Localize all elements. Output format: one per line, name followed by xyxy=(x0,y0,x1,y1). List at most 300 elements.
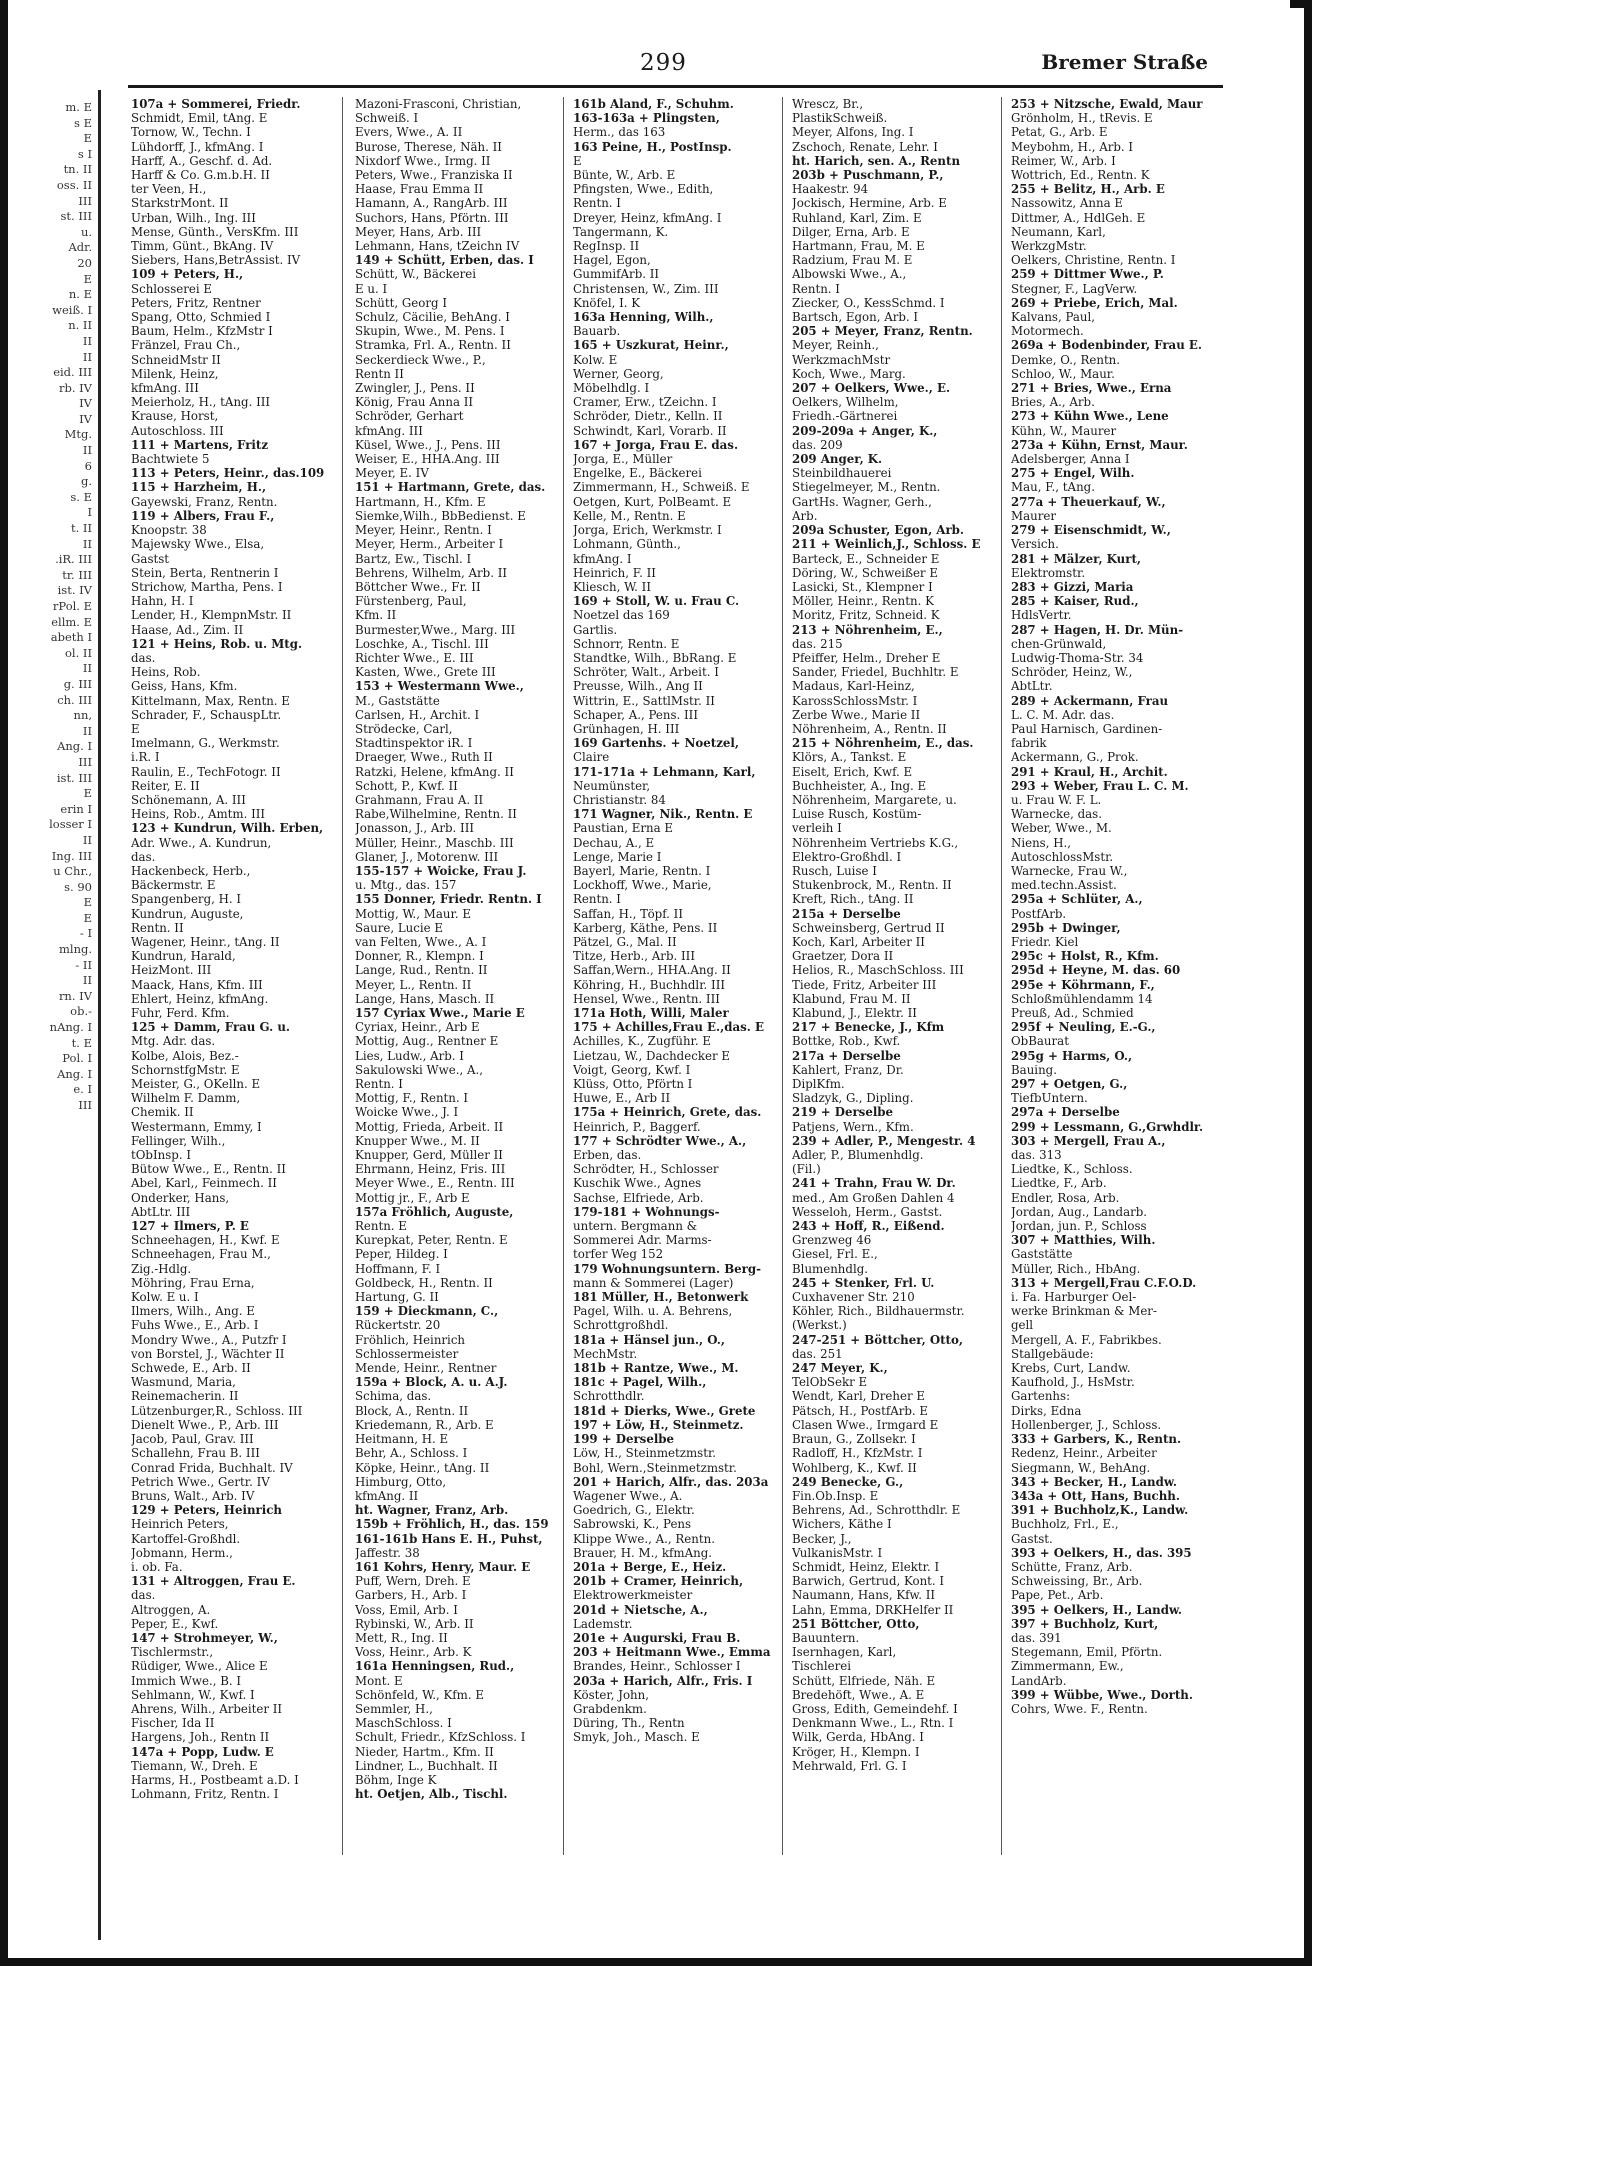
directory-entry-line: Schönemann, A. III xyxy=(131,792,246,807)
directory-entry-line: Reinemacherin. II xyxy=(131,1389,239,1404)
directory-entry-line: Ilmers, Wilh., Ang. E xyxy=(131,1304,255,1319)
directory-entry-line: Zimmermann, H., Schweiß. E xyxy=(573,480,750,495)
directory-entry-line: Schneehagen, H., Kwf. E xyxy=(131,1233,280,1248)
directory-entry-line: 181a + Hänsel jun., O., xyxy=(573,1332,726,1347)
facing-page-line-fragment: g. III xyxy=(63,676,92,691)
directory-entry-line: Meyer, Heinr., Rentn. I xyxy=(355,523,492,538)
directory-entry-line: Bredehöft, Wwe., A. E xyxy=(792,1687,925,1702)
directory-entry-line: Löw, H., Steinmetzmstr. xyxy=(573,1446,717,1461)
directory-entry-line: Geiss, Hans, Kfm. xyxy=(131,679,238,694)
directory-entry-line: Pätsch, H., PostfArb. E xyxy=(792,1403,929,1418)
directory-entry-line: Maack, Hans, Kfm. III xyxy=(131,977,263,992)
directory-entry-line: Heins, Rob. xyxy=(131,665,201,680)
directory-entry-line: 333 + Garbers, K., Rentn. xyxy=(1011,1432,1182,1447)
directory-entry-line: 123 + Kundrun, Wilh. Erben, xyxy=(131,821,324,836)
directory-entry-line: Rentn. I xyxy=(573,196,621,211)
directory-column-5 xyxy=(1011,97,1213,1855)
directory-entry-line: Standtke, Wilh., BbRang. E xyxy=(573,650,737,665)
directory-entry-line: Petrich Wwe., Gertr. IV xyxy=(131,1474,270,1489)
directory-entry-line: Hensel, Wwe., Rentn. III xyxy=(573,991,720,1006)
directory-entry-line: Achilles, K., Zugführ. E xyxy=(573,1034,712,1049)
directory-entry-line: Cyriax, Heinr., Arb E xyxy=(355,1020,480,1035)
column-divider xyxy=(342,97,343,1855)
directory-entry-line: 255 + Belitz, H., Arb. E xyxy=(1011,182,1165,197)
directory-entry-line: das. xyxy=(131,1588,156,1603)
facing-page-line-fragment: I xyxy=(87,505,92,520)
directory-entry-line: Sachse, Elfriede, Arb. xyxy=(573,1190,704,1205)
directory-entry-line: Elektro-Großhdl. I xyxy=(792,849,902,864)
directory-entry-line: Sabrowski, K., Pens xyxy=(573,1517,692,1532)
directory-entry-line: Becker, J., xyxy=(792,1531,852,1546)
directory-entry-line: Gartlis. xyxy=(573,622,618,637)
directory-entry-line: Mondry Wwe., A., Putzfr I xyxy=(131,1332,287,1347)
facing-page-line-fragment: II xyxy=(82,443,92,458)
directory-entry-line: LandArb. xyxy=(1011,1673,1067,1688)
directory-entry-line: gell xyxy=(1011,1318,1034,1333)
directory-entry-line: Harff & Co. G.m.b.H. II xyxy=(131,168,270,183)
directory-entry-line: von Borstel, J., Wächter II xyxy=(131,1346,285,1361)
scan-border-bottom xyxy=(0,1958,1312,1966)
directory-entry-line: Jordan, Aug., Landarb. xyxy=(1011,1204,1148,1219)
directory-entry-line: Lietzau, W., Dachdecker E xyxy=(573,1048,730,1063)
directory-entry-line: Stein, Berta, Rentnerin I xyxy=(131,565,279,580)
directory-entry-line: Wichers, Käthe I xyxy=(792,1517,892,1532)
directory-entry-line: Cohrs, Wwe. F., Rentn. xyxy=(1011,1701,1148,1716)
directory-entry-line: i. Fa. Harburger Oel- xyxy=(1011,1290,1137,1305)
directory-entry-line: Voss, Emil, Arb. I xyxy=(355,1602,458,1617)
facing-page-line-fragment: II xyxy=(82,973,92,988)
directory-entry-line: Adelsberger, Anna I xyxy=(1011,452,1130,467)
facing-page-line-fragment: E xyxy=(83,786,92,801)
header-rule xyxy=(128,85,1223,88)
facing-page-line-fragment: Adr. xyxy=(68,240,92,255)
directory-entry-line: Siebers, Hans,BetrAssist. IV xyxy=(131,253,301,268)
directory-entry-line: Voss, Heinr., Arb. K xyxy=(355,1645,472,1660)
directory-entry-line: Cramer, Erw., tZeichn. I xyxy=(573,395,717,410)
directory-entry-line: Meyer, L., Rentn. II xyxy=(355,977,472,992)
directory-entry-line: Ziecker, O., KessSchmd. I xyxy=(792,295,945,310)
directory-entry-line: Luise Rusch, Kostüm- xyxy=(792,807,922,822)
directory-entry-line: VulkanisMstr. I xyxy=(792,1545,883,1560)
directory-entry-line: 169 + Stoll, W. u. Frau C. xyxy=(573,594,740,609)
directory-entry-line: Saure, Lucie E xyxy=(355,920,443,935)
directory-entry-line: Isernhagen, Karl, xyxy=(792,1645,897,1660)
directory-entry-line: Nöhrenheim, A., Rentn. II xyxy=(792,721,947,736)
directory-entry-line: 125 + Damm, Frau G. u. xyxy=(131,1020,291,1035)
directory-entry-line: Noetzel das 169 xyxy=(573,608,670,623)
directory-entry-line: 151 + Hartmann, Grete, das. xyxy=(355,480,546,495)
directory-entry-line: Ehrmann, Heinz, Fris. III xyxy=(355,1162,506,1177)
directory-entry-line: Preuß, Ad., Schmied xyxy=(1011,1006,1134,1020)
directory-entry-line: Lohmann, Günth., xyxy=(573,537,681,552)
directory-entry-line: Redenz, Heinr., Arbeiter xyxy=(1011,1446,1157,1461)
directory-entry-line: Haakestr. 94 xyxy=(792,182,869,197)
directory-entry-line: Hagel, Egon, xyxy=(573,253,651,268)
directory-entry-line: i. ob. Fa. xyxy=(131,1559,183,1574)
directory-entry-line: Lahn, Emma, DRKHelfer II xyxy=(792,1602,954,1617)
directory-entry-line: fabrik xyxy=(1011,736,1047,751)
directory-entry-line: Küsel, Wwe., J., Pens. III xyxy=(355,437,501,452)
directory-entry-line: 273a + Kühn, Ernst, Maur. xyxy=(1011,437,1188,452)
facing-page-line-fragment: nAng. I xyxy=(49,1020,92,1035)
directory-entry-line: Jonasson, J., Arb. III xyxy=(355,821,475,836)
directory-entry-line: Pape, Pet., Arb. xyxy=(1011,1588,1104,1603)
directory-entry-line: TiefbUntern. xyxy=(1011,1091,1088,1106)
directory-entry-line: HdlsVertr. xyxy=(1011,608,1072,623)
directory-entry-line: 107a + Sommerei, Friedr. xyxy=(131,97,301,111)
directory-entry-line: Suchors, Hans, Pförtn. III xyxy=(355,210,509,225)
directory-entry-line: Imelmann, G., Werkmstr. xyxy=(131,736,280,751)
directory-entry-line: Semmler, H., xyxy=(355,1701,433,1716)
directory-entry-line: Haase, Ad., Zim. II xyxy=(131,622,244,637)
directory-entry-line: Harms, H., Postbeamt a.D. I xyxy=(131,1772,299,1787)
facing-page-line-fragment: n. E xyxy=(68,287,92,302)
directory-entry-line: 243 + Hoff, R., Eißend. xyxy=(792,1219,945,1234)
directory-entry-line: Schwindt, Karl, Vorarb. II xyxy=(573,423,727,438)
directory-entry-line: 297a + Derselbe xyxy=(1011,1105,1120,1120)
directory-entry-line: Karberg, Käthe, Pens. II xyxy=(573,920,718,935)
directory-entry-line: 399 + Wübbe, Wwe., Dorth. xyxy=(1011,1687,1193,1702)
directory-entry-line: Schütt, W., Bäckerei xyxy=(355,267,477,282)
directory-entry-line: 181b + Rantze, Wwe., M. xyxy=(573,1361,739,1376)
directory-entry-line: Knupper, Gerd, Müller II xyxy=(355,1148,503,1163)
directory-entry-line: Schulz, Cäcilie, BehAng. I xyxy=(355,310,510,325)
directory-entry-line: Heins, Rob., Amtm. III xyxy=(131,807,266,822)
directory-entry-line: Schaper, A., Pens. III xyxy=(573,707,698,722)
directory-entry-line: Klabund, J., Elektr. II xyxy=(792,1006,917,1020)
directory-entry-line: Oetgen, Kurt, PolBeamt. E xyxy=(573,494,732,509)
directory-entry-line: Kalvans, Paul, xyxy=(1011,310,1096,325)
directory-entry-line: Schröder, Dietr., Kelln. II xyxy=(573,409,723,424)
directory-entry-line: Kittelmann, Max, Rentn. E xyxy=(131,693,290,708)
directory-entry-line: Mottig, Frieda, Arbeit. II xyxy=(355,1119,504,1134)
directory-entry-line: 201 + Harich, Alfr., das. 203a xyxy=(573,1474,769,1489)
facing-page-line-fragment: m. E xyxy=(65,100,92,114)
facing-page-line-fragment: II xyxy=(82,536,92,551)
directory-entry-line: Ruhland, Karl, Zim. E xyxy=(792,210,922,225)
directory-entry-line: 163a Henning, Wilh., xyxy=(573,310,714,325)
directory-entry-line: mann & Sommerei (Lager) xyxy=(573,1275,734,1290)
directory-entry-line: 163-163a + Plingsten, xyxy=(573,111,720,126)
directory-entry-line: Krebs, Curt, Landw. xyxy=(1011,1361,1131,1376)
directory-entry-line: i.R. I xyxy=(131,750,160,765)
facing-page-line-fragment: ist. III xyxy=(56,770,92,785)
directory-entry-line: Schrödter, H., Schlosser xyxy=(573,1162,719,1177)
directory-entry-line: Rentn. I xyxy=(355,1077,403,1092)
directory-entry-line: Stadtinspektor iR. I xyxy=(355,736,473,751)
directory-entry-line: Rüdiger, Wwe., Alice E xyxy=(131,1659,268,1674)
directory-entry-line: Schlosserei E xyxy=(131,281,213,296)
directory-column-3 xyxy=(573,97,775,1855)
directory-entry-line: Schult, Friedr., KfzSchloss. I xyxy=(355,1730,526,1745)
directory-entry-line: Dittmer, A., HdlGeh. E xyxy=(1011,210,1146,225)
directory-entry-line: ObBaurat xyxy=(1011,1034,1069,1049)
directory-entry-line: Fuhs Wwe., E., Arb. I xyxy=(131,1318,259,1333)
directory-entry-line: 295c + Holst, R., Kfm. xyxy=(1011,949,1159,964)
directory-entry-line: tObInsp. I xyxy=(131,1148,191,1163)
facing-page-line-fragment: II xyxy=(82,832,92,847)
directory-entry-line: WerkzmachMstr xyxy=(792,352,891,367)
directory-entry-line: Mottig, F., Rentn. I xyxy=(355,1091,469,1106)
facing-page-line-fragment: Ang. I xyxy=(57,739,92,754)
directory-entry-line: Glaner, J., Motorenw. III xyxy=(355,849,499,864)
directory-entry-line: 155 Donner, Friedr. Rentn. I xyxy=(355,892,542,907)
directory-entry-line: 161 Kohrs, Henry, Maur. E xyxy=(355,1559,531,1574)
directory-entry-line: Hoffmann, F. I xyxy=(355,1261,441,1276)
directory-entry-line: Rentn. E xyxy=(355,1219,407,1234)
directory-entry-line: Bohl, Wern.,Steinmetzmstr. xyxy=(573,1460,737,1475)
directory-entry-line: 129 + Peters, Heinrich xyxy=(131,1503,282,1518)
directory-entry-line: Bauing. xyxy=(1011,1062,1057,1077)
facing-page-line-fragment: s E xyxy=(74,115,92,130)
directory-entry-line: Fin.Ob.Insp. E xyxy=(792,1488,879,1503)
directory-entry-line: werke Brinkman & Mer- xyxy=(1011,1304,1157,1319)
directory-entry-line: 171-171a + Lehmann, Karl, xyxy=(573,764,756,779)
directory-entry-line: 119 + Albers, Frau F., xyxy=(131,508,275,523)
directory-entry-line: Madaus, Karl-Heinz, xyxy=(792,679,915,694)
page-number: 299 xyxy=(640,50,687,76)
directory-entry-line: das. 209 xyxy=(792,437,843,452)
facing-page-line-fragment: n. II xyxy=(68,318,92,333)
directory-entry-line: Petat, G., Arb. E xyxy=(1011,125,1108,140)
directory-entry-line: Christensen, W., Zim. III xyxy=(573,281,719,296)
directory-entry-line: Steinbildhauerei xyxy=(792,466,892,481)
directory-entry-line: Werner, Georg, xyxy=(573,366,664,381)
directory-entry-line: Kahlert, Franz, Dr. xyxy=(792,1062,904,1077)
directory-entry-line: 131 + Altroggen, Frau E. xyxy=(131,1574,296,1589)
directory-entry-line: E u. I xyxy=(355,281,388,296)
directory-entry-line: Timm, Günt., BkAng. IV xyxy=(131,239,274,254)
directory-entry-line: Meyer, Reinh., xyxy=(792,338,879,353)
directory-entry-line: Peper, E., Kwf. xyxy=(131,1616,219,1631)
directory-entry-line: 291 + Kraul, H., Archit. xyxy=(1011,764,1168,779)
directory-entry-line: Onderker, Hans, xyxy=(131,1190,230,1205)
facing-page-line-fragment: ob.- xyxy=(70,1004,92,1019)
directory-entry-line: Peters, Wwe., Franziska II xyxy=(355,168,513,183)
facing-page-line-fragment: II xyxy=(82,661,92,676)
directory-entry-line: E xyxy=(131,721,140,736)
facing-page-line-fragment: 20 xyxy=(77,255,92,270)
directory-entry-line: 217a + Derselbe xyxy=(792,1048,901,1063)
directory-entry-line: Reiter, E. II xyxy=(131,778,200,793)
directory-entry-line: E xyxy=(573,153,582,168)
directory-entry-line: 295e + Köhrmann, F., xyxy=(1011,977,1155,992)
directory-entry-line: Saffan,Wern., HHA.Ang. II xyxy=(573,963,731,978)
directory-entry-line: Rybinski, W., Arb. II xyxy=(355,1616,474,1631)
directory-entry-line: Lange, Rud., Rentn. II xyxy=(355,963,488,978)
facing-page-line-fragment: E xyxy=(83,910,92,925)
directory-entry-line: Sommerei Adr. Marms- xyxy=(573,1233,712,1248)
directory-entry-line: Heinrich, P., Baggerf. xyxy=(573,1119,701,1134)
directory-entry-line: 275 + Engel, Wilh. xyxy=(1011,466,1135,481)
directory-entry-line: Klörs, A., Tankst. E xyxy=(792,750,907,765)
directory-entry-line: 149 + Schütt, Erben, das. I xyxy=(355,253,534,268)
directory-entry-line: Kühn, W., Maurer xyxy=(1011,423,1117,438)
directory-entry-line: 219 + Derselbe xyxy=(792,1105,894,1120)
directory-entry-line: 157a Fröhlich, Auguste, xyxy=(355,1204,514,1219)
directory-entry-line: 241 + Trahn, Frau W. Dr. xyxy=(792,1176,956,1191)
directory-entry-line: Pfeiffer, Helm., Dreher E xyxy=(792,650,941,665)
directory-entry-line: Smyk, Joh., Masch. E xyxy=(573,1730,700,1745)
directory-entry-line: Buchheister, A., Ing. E xyxy=(792,778,927,793)
directory-entry-line: 269a + Bodenbinder, Frau E. xyxy=(1011,338,1202,353)
directory-entry-line: kfmAng. I xyxy=(573,551,632,566)
directory-entry-line: Jacob, Paul, Grav. III xyxy=(131,1432,254,1447)
facing-page-line-fragment: tr. III xyxy=(62,567,92,582)
directory-entry-line: Knöfel, I. K xyxy=(573,295,641,310)
directory-entry-line: Kundrun, Auguste, xyxy=(131,906,244,921)
directory-entry-line: Autoschloss. III xyxy=(131,423,224,438)
facing-page-line-fragment: ist. IV xyxy=(57,583,92,598)
directory-entry-line: 201d + Nietsche, A., xyxy=(573,1602,708,1617)
facing-page-line-fragment: II xyxy=(82,333,92,348)
column-divider xyxy=(782,97,783,1855)
directory-entry-line: Zwingler, J., Pens. II xyxy=(355,381,475,396)
directory-entry-line: Graetzer, Dora II xyxy=(792,949,894,964)
directory-entry-line: 295f + Neuling, E.-G., xyxy=(1011,1020,1156,1035)
directory-entry-line: 207 + Oelkers, Wwe., E. xyxy=(792,381,951,396)
facing-page-line-fragment: ellm. E xyxy=(51,614,92,629)
directory-entry-line: Niens, H., xyxy=(1011,835,1072,850)
directory-entry-line: Wagener, Heinr., tAng. II xyxy=(131,934,280,949)
directory-entry-line: Himburg, Otto, xyxy=(355,1474,447,1489)
directory-entry-line: 211 + Weinlich,J., Schloss. E xyxy=(792,537,981,552)
facing-page-line-fragment: 6 xyxy=(84,458,92,473)
directory-column-4 xyxy=(792,97,994,1855)
directory-entry-line: StarkstrMont. II xyxy=(131,196,229,211)
directory-entry-line: ht. Wagner, Franz, Arb. xyxy=(355,1503,509,1518)
directory-entry-line: 289 + Ackermann, Frau xyxy=(1011,693,1169,708)
directory-entry-line: Meyer, Herm., Arbeiter I xyxy=(355,537,504,552)
directory-entry-line: 281 + Mälzer, Kurt, xyxy=(1011,551,1142,566)
directory-entry-line: Bünte, W., Arb. E xyxy=(573,168,676,183)
facing-page-line-fragment: rn. IV xyxy=(58,988,92,1003)
facing-page-line-fragment: Ang. I xyxy=(57,1066,92,1081)
directory-entry-line: Müller, Rich., HbAng. xyxy=(1011,1261,1141,1276)
directory-entry-line: Elektrowerkmeister xyxy=(573,1588,693,1603)
directory-entry-line: (Fil.) xyxy=(792,1162,821,1177)
directory-entry-line: 293 + Weber, Frau L. C. M. xyxy=(1011,778,1189,793)
directory-entry-line: Nassowitz, Anna E xyxy=(1011,196,1124,211)
facing-page-line-fragment: erin I xyxy=(60,801,92,816)
directory-entry-line: Paul Harnisch, Gardinen- xyxy=(1011,721,1163,736)
directory-entry-line: 297 + Oetgen, G., xyxy=(1011,1077,1128,1092)
facing-page-line-fragment: tn. II xyxy=(63,162,92,177)
directory-entry-line: 395 + Oelkers, H., Landw. xyxy=(1011,1602,1183,1617)
directory-entry-line: 295b + Dwinger, xyxy=(1011,920,1121,935)
directory-entry-line: 159b + Fröhlich, H., das. 159 xyxy=(355,1517,549,1532)
facing-page-line-fragment: g. xyxy=(80,474,92,489)
directory-entry-line: Kolbe, Alois, Bez.- xyxy=(131,1048,239,1063)
directory-entry-line: 203b + Puschmann, P., xyxy=(792,168,944,183)
column-divider xyxy=(563,97,564,1855)
directory-entry-line: Ratzki, Helene, kfmAng. II xyxy=(355,764,514,779)
directory-entry-line: Bartsch, Egon, Arb. I xyxy=(792,310,919,325)
directory-entry-line: 247 Meyer, K., xyxy=(792,1361,888,1376)
directory-entry-line: Dienelt Wwe., P., Arb. III xyxy=(131,1417,279,1432)
directory-entry-line: 217 + Benecke, J., Kfm xyxy=(792,1020,945,1035)
facing-page-line-fragment: E xyxy=(83,895,92,910)
directory-entry-line: Moritz, Fritz, Schneid. K xyxy=(792,608,940,623)
directory-entry-line: Fuhr, Ferd. Kfm. xyxy=(131,1006,230,1020)
directory-entry-line: Nieder, Hartm., Kfm. II xyxy=(355,1744,494,1759)
directory-entry-line: Erben, das. xyxy=(573,1148,642,1163)
directory-entry-line: Radloff, H., KfzMstr. I xyxy=(792,1446,923,1461)
directory-entry-line: Tiemann, W., Dreh. E xyxy=(131,1758,258,1773)
directory-entry-line: 277a + Theuerkauf, W., xyxy=(1011,494,1166,509)
directory-entry-line: Abel, Karl,, Feinmech. II xyxy=(131,1176,277,1191)
directory-entry-line: Raulin, E., TechFotogr. II xyxy=(131,764,281,779)
directory-entry-line: Siegmann, W., BehAng. xyxy=(1011,1460,1151,1475)
directory-entry-line: Schröder, Gerhart xyxy=(355,409,464,424)
directory-entry-line: 313 + Mergell,Frau C.F.O.D. xyxy=(1011,1275,1197,1290)
directory-entry-line: Schwede, E., Arb. II xyxy=(131,1361,251,1376)
directory-entry-line: Hamann, A., RangArb. III xyxy=(355,196,508,211)
directory-entry-line: Sander, Friedel, Buchhltr. E xyxy=(792,665,959,680)
directory-entry-line: Richter Wwe., E. III xyxy=(355,650,474,665)
directory-entry-line: Albowski Wwe., A., xyxy=(792,267,907,282)
directory-entry-line: Spangenberg, H. I xyxy=(131,892,242,907)
directory-entry-line: Heinrich, F. II xyxy=(573,565,656,580)
directory-entry-line: Voigt, Georg, Kwf. I xyxy=(573,1062,691,1077)
directory-entry-line: Block, A., Rentn. II xyxy=(355,1403,469,1418)
directory-entry-line: Garbers, H., Arb. I xyxy=(355,1588,467,1603)
directory-entry-line: 115 + Harzheim, H., xyxy=(131,480,267,495)
directory-entry-line: Wesseloh, Herm., Gastst. xyxy=(792,1204,943,1219)
directory-entry-line: Stramka, Frl. A., Rentn. II xyxy=(355,338,511,353)
directory-entry-line: Stegner, F., LagVerw. xyxy=(1011,281,1138,296)
directory-entry-line: Burose, Therese, Näh. II xyxy=(355,139,502,154)
directory-entry-line: 203a + Harich, Alfr., Fris. I xyxy=(573,1673,753,1688)
directory-entry-line: Fischer, Ida II xyxy=(131,1716,215,1731)
directory-entry-line: Spang, Otto, Schmied I xyxy=(131,310,271,325)
directory-entry-line: Stallgebäude: xyxy=(1011,1346,1094,1361)
directory-entry-line: Heitmann, H. E xyxy=(355,1432,449,1447)
directory-entry-line: Wohlberg, K., Kwf. II xyxy=(792,1460,917,1475)
directory-entry-line: Jordan, jun. P., Schloss xyxy=(1011,1219,1147,1234)
directory-entry-line: Eiselt, Erich, Kwf. E xyxy=(792,764,913,779)
directory-entry-line: 127 + Ilmers, P. E xyxy=(131,1219,249,1234)
facing-page-line-fragment: rPol. E xyxy=(52,599,92,613)
directory-entry-line: Bruns, Walt., Arb. IV xyxy=(131,1488,255,1503)
facing-page-line-fragment: t. II xyxy=(70,521,92,536)
directory-entry-line: Mehrwald, Frl. G. I xyxy=(792,1758,907,1773)
directory-entry-line: 287 + Hagen, H. Dr. Mün- xyxy=(1011,622,1184,637)
facing-page-line-fragment: t. E xyxy=(71,1035,92,1050)
directory-entry-line: Fürstenberg, Paul, xyxy=(355,594,467,609)
directory-entry-line: Harff, A., Geschf. d. Ad. xyxy=(131,153,273,168)
directory-entry-line: 259 + Dittmer Wwe., P. xyxy=(1011,267,1164,282)
directory-entry-line: Schnorr, Rentn. E xyxy=(573,636,680,651)
directory-entry-line: Stukenbrock, M., Rentn. II xyxy=(792,878,952,893)
directory-entry-line: Dilger, Erna, Arb. E xyxy=(792,224,910,239)
directory-entry-line: 153 + Westermann Wwe., xyxy=(355,679,524,694)
directory-entry-line: Schloo, W., Maur. xyxy=(1011,366,1115,381)
directory-entry-line: Lender, H., KlempnMstr. II xyxy=(131,608,292,623)
scan-spine-shadow xyxy=(0,0,8,1962)
directory-entry-line: Schlossermeister xyxy=(355,1346,459,1361)
directory-entry-line: Kaufhold, J., HsMstr. xyxy=(1011,1375,1135,1390)
directory-entry-line: Zig.-Hdlg. xyxy=(131,1261,192,1276)
directory-entry-line: Meyer Wwe., E., Rentn. III xyxy=(355,1176,515,1191)
directory-entry-line: Warnecke, das. xyxy=(1011,807,1102,822)
directory-entry-line: SchornstfgMstr. E xyxy=(131,1062,240,1077)
directory-entry-line: Weiser, E., HHA.Ang. III xyxy=(355,452,500,467)
facing-page-line-fragment: eid. III xyxy=(53,365,92,380)
directory-entry-line: 295d + Heyne, M. das. 60 xyxy=(1011,963,1181,978)
directory-entry-line: 181c + Pagel, Wilh., xyxy=(573,1375,707,1390)
directory-entry-line: Kasten, Wwe., Grete III xyxy=(355,665,496,680)
